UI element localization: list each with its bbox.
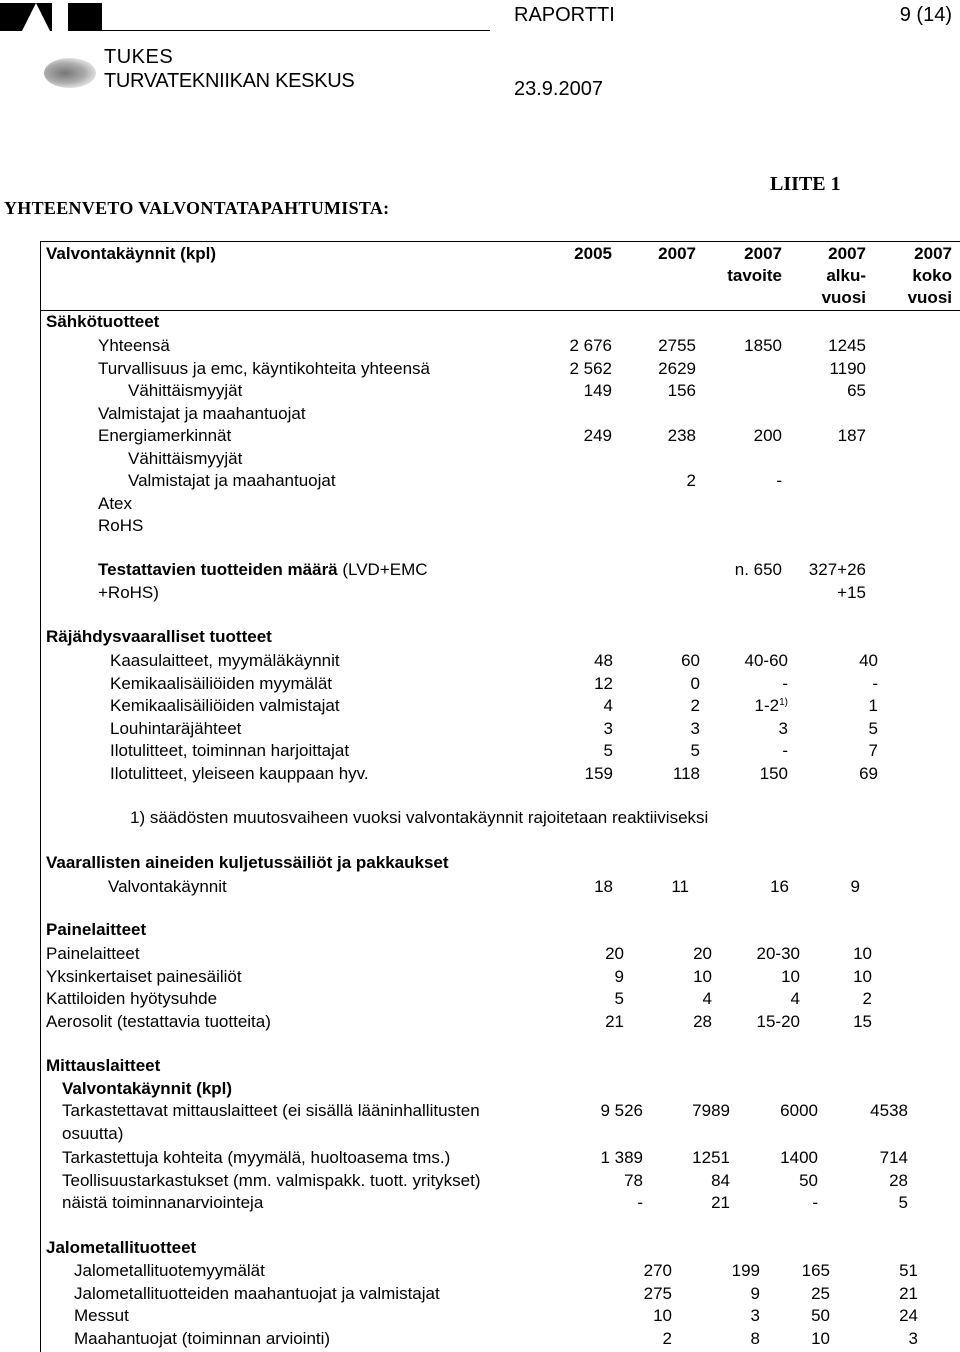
mittaus-row1-2005: 9 526 [600,1101,643,1120]
value-2007: 3 [690,718,700,738]
value-alkuvuosi: - [872,673,878,693]
value-2007: 238 [667,426,696,445]
mittaus-row1-label-line2: osuutta) [62,1124,124,1143]
table-top-border [40,241,960,242]
value-2005: 10 [653,1306,672,1326]
row-label: RoHS [98,516,144,535]
value-2005: 20 [605,944,624,963]
value-2007: 1251 [692,1148,730,1167]
row-label: Energiamerkinnät [98,426,232,445]
col-header-first: Valvontakäynnit (kpl) [46,244,217,263]
mittaus-subtitle: Valvontakäynnit (kpl) [62,1079,233,1098]
table-row [0,1147,960,1169]
row-label: Valmistajat ja maahantuojat [98,403,306,423]
row-label: Kemikaalisäiliöiden valmistajat [110,696,340,716]
mittaus-row1-tavoite: 6000 [780,1101,818,1120]
value-2005: 275 [643,1283,672,1303]
value-tavoite: 20-30 [756,944,800,963]
table-row [0,425,960,447]
value-2007: 156 [667,381,696,400]
value-2005: 48 [594,651,613,670]
value-2007: 2 [686,471,696,490]
value-2005: 9 [614,966,624,986]
value-2005: 149 [583,381,612,400]
page-number: 9 (14) [899,4,952,26]
value-tavoite: - [782,673,788,693]
value-alkuvuosi: 40 [859,651,878,670]
table-row [0,1305,960,1327]
value-2007: 5 [690,741,700,761]
value-tavoite: 40-60 [744,651,788,670]
value-2005: 249 [583,426,612,445]
value-alkuvuosi: 9 [850,877,860,896]
section-title-vaaralliset: Vaarallisten aineiden kuljetussäiliöt ja pakkaukset [46,853,449,872]
table-row [0,358,960,380]
row-label: Messut [74,1306,129,1326]
value-tavoite: 165 [801,1261,830,1280]
page-title: YHTEENVETO VALVONTATAPAHTUMISTA: [4,198,390,218]
value-alkuvuosi: 15 [853,1011,872,1031]
row-label: Jalometallituotemyymälät [74,1261,265,1280]
value-tavoite: 4 [790,989,800,1009]
value-alkuvuosi: 5 [868,718,878,738]
col-header-alku: alku- [826,266,866,285]
row-label: Kemikaalisäiliöiden myymälät [110,673,333,693]
value-tavoite: 25 [811,1283,830,1303]
col-header-2005: 2005 [574,244,612,263]
row-label: Jalometallituotteiden maahantuojat ja valmistajat [74,1283,440,1303]
value-alkuvuosi: 51 [899,1261,918,1280]
row-label: Valvontakäynnit [108,877,227,896]
value-tavoite: 50 [811,1306,830,1326]
footnote-marker: 1) [779,697,788,709]
value-2005: 5 [614,989,624,1009]
table-row [0,673,960,695]
value-tavoite: 150 [759,764,788,783]
value-2005: 2 [662,1328,672,1348]
col-header-tavoite: tavoite [727,266,782,285]
row-label: Atex [98,493,133,513]
value-alkuvuosi: 10 [853,944,872,963]
table-row [0,493,960,515]
value-2007: 2755 [658,336,696,355]
value-2007: 118 [672,764,700,783]
table-row [0,718,960,740]
value-2005: 18 [594,877,613,896]
logo-white-bar [52,3,68,31]
section-title-paine: Painelaitteet [46,920,147,939]
value-alkuvuosi: 7 [868,741,878,761]
value-2007: 2 [690,696,700,716]
section-title-jalo: Jalometallituotteet [46,1238,197,1257]
value-tavoite: 1850 [744,336,782,355]
value-2007: 9 [750,1283,760,1303]
table-row [0,515,960,537]
col-header-alkuvuosi-year: 2007 [828,244,866,263]
value-2007: 60 [681,651,700,670]
logo-triangle-shape [22,3,50,31]
value-2005: 78 [624,1170,643,1190]
row-label: Vähittäismyyjät [128,381,243,400]
value-2007: 3 [750,1306,760,1326]
table-row [0,1192,960,1214]
row-label: Ilotulitteet, yleiseen kauppaan hyv. [110,764,369,783]
value-2005: 1 389 [600,1148,643,1167]
row-label: näistä toiminnanarviointeja [62,1193,264,1212]
testattavat-label [98,560,428,580]
value-tavoite: 10 [811,1328,830,1348]
header-logo-block [0,3,102,31]
row-label: Tarkastettuja kohteita (myymälä, huoltoasema tms.) [62,1148,451,1167]
value-tavoite: - [812,1193,818,1212]
value-2007: 84 [711,1170,730,1190]
row-label: Yhteensä [98,336,170,355]
report-label: RAPORTTI [514,4,615,26]
mittaus-row1-alkuvuosi: 4538 [870,1101,908,1120]
testattavat-label-line2: +RoHS) [98,583,159,602]
header-bottom-border [40,310,960,311]
testattavat-alkuvuosi: 327+26 [808,560,866,579]
col-header-tavoite-year: 2007 [744,244,782,263]
col-header-koko: koko [912,266,952,285]
value-2007: 4 [702,989,712,1009]
value-2005: 4 [603,696,613,716]
value-2007: 28 [693,1011,712,1031]
table-row [0,966,960,988]
value-alkuvuosi: 3 [908,1328,918,1348]
value-2007: 8 [750,1328,760,1348]
value-2007: 0 [690,673,700,693]
value-2005: 3 [603,718,613,738]
section-title-mittaus: Mittauslaitteet [46,1056,161,1075]
row-label: Louhintaräjähteet [110,718,242,738]
value-2005: 21 [605,1011,624,1031]
value-2005: - [637,1193,643,1212]
value-tavoite [755,695,788,717]
mittaus-row1-2007: 7989 [692,1101,730,1120]
row-label: Kaasulaitteet, myymäläkäynnit [110,651,340,670]
report-date: 23.9.2007 [514,78,603,100]
table-row [0,988,960,1010]
mittaus-row1-label: Tarkastettavat mittauslaitteet (ei sisällä lääninhallitusten [62,1101,480,1120]
row-label: Yksinkertaiset painesäiliöt [46,966,242,986]
value-tavoite: 1400 [780,1148,818,1167]
row-label: Painelaitteet [46,944,140,963]
value-alkuvuosi: 69 [859,764,878,783]
value-2007: 11 [671,877,689,896]
value-2007: 21 [711,1193,730,1212]
value-tavoite: 10 [781,966,800,986]
value-alkuvuosi: 28 [889,1170,908,1190]
col-header-koko-vuosi: vuosi [907,288,952,307]
value-2007: 199 [731,1261,760,1280]
table-row [0,1328,960,1350]
value-2005: 2 562 [569,358,612,378]
testattavat-alkuvuosi-2: +15 [837,583,866,602]
row-label: Vähittäismyyjät [128,448,243,468]
row-label: Aerosolit (testattavia tuotteita) [46,1011,271,1031]
value-tavoite: - [776,471,782,490]
table-row [0,763,960,785]
table-row [0,943,960,965]
table-row [0,1283,960,1305]
value-tavoite: 15-20 [756,1011,800,1031]
value-alkuvuosi: 24 [899,1306,918,1326]
value-alkuvuosi: 1 [868,696,878,716]
value-tavoite: 50 [799,1170,818,1190]
value-2005: 5 [603,741,613,761]
value-2005: 2 676 [569,336,612,355]
value-alkuvuosi: 1190 [829,358,866,378]
table-row [0,470,960,492]
value-alkuvuosi: 714 [879,1148,908,1167]
appendix-label: LIITE 1 [770,173,841,195]
value-alkuvuosi: 10 [853,966,872,986]
table-row [0,1260,960,1282]
value-2007: 20 [693,944,712,963]
value-2007: 2629 [658,358,696,378]
value-alkuvuosi: 5 [898,1193,908,1212]
row-label: Turvallisuus ja emc, käyntikohteita yhteensä [98,358,430,378]
testattavat-label-rest: (LVD+EMC [337,560,428,579]
value-alkuvuosi: 21 [899,1283,918,1303]
col-header-alku-vuosi: vuosi [821,288,866,307]
value-2007: 10 [693,966,712,986]
footnote: 1) säädösten muutosvaiheen vuoksi valvontakäynnit rajoitetaan reaktiiviseksi [130,808,709,827]
value-text: 1-2 [754,696,780,716]
value-alkuvuosi: 1245 [828,336,866,355]
row-label: Kattiloiden hyötysuhde [46,989,218,1009]
row-label: Valmistajat ja maahantuojat [128,471,336,490]
table-row [0,403,960,425]
org-name-line1: TUKES [104,46,174,68]
value-tavoite: - [782,741,788,761]
value-tavoite: 3 [778,718,788,738]
value-alkuvuosi: 65 [847,381,866,400]
value-2005: 159 [584,764,613,783]
table-row [0,876,960,898]
table-row [0,335,960,357]
value-alkuvuosi: 2 [862,989,872,1009]
row-label: Maahantuojat (toiminnan arviointi) [74,1328,331,1348]
table-row [0,740,960,762]
col-header-2007: 2007 [658,244,696,263]
table-row [0,650,960,672]
value-2005: 270 [643,1261,672,1280]
col-header-koko-year: 2007 [914,244,952,263]
value-tavoite: 200 [753,426,782,445]
row-label: Teollisuustarkastukset (mm. valmispakk. tuott. yritykset) [62,1170,481,1190]
testattavat-tavoite: n. 650 [734,560,782,579]
row-label: Ilotulitteet, toiminnan harjoittajat [110,741,350,761]
value-alkuvuosi: 187 [837,426,866,445]
table-row [0,448,960,470]
table-row [0,695,960,717]
org-name-line2: TURVATEKNIIKAN KESKUS [104,70,355,92]
header-rule [102,30,490,31]
section-title-sahko: Sähkötuotteet [46,312,160,331]
table-row [0,1170,960,1192]
table-row [0,380,960,402]
testattavat-label-bold: Testattavien tuotteiden määrä [98,560,338,579]
table-row [0,1011,960,1033]
logo-swirl-icon [44,58,96,88]
section-title-rajahdys: Räjähdysvaaralliset tuotteet [46,627,272,646]
value-tavoite: 16 [770,877,789,896]
value-2005: 12 [594,673,613,693]
